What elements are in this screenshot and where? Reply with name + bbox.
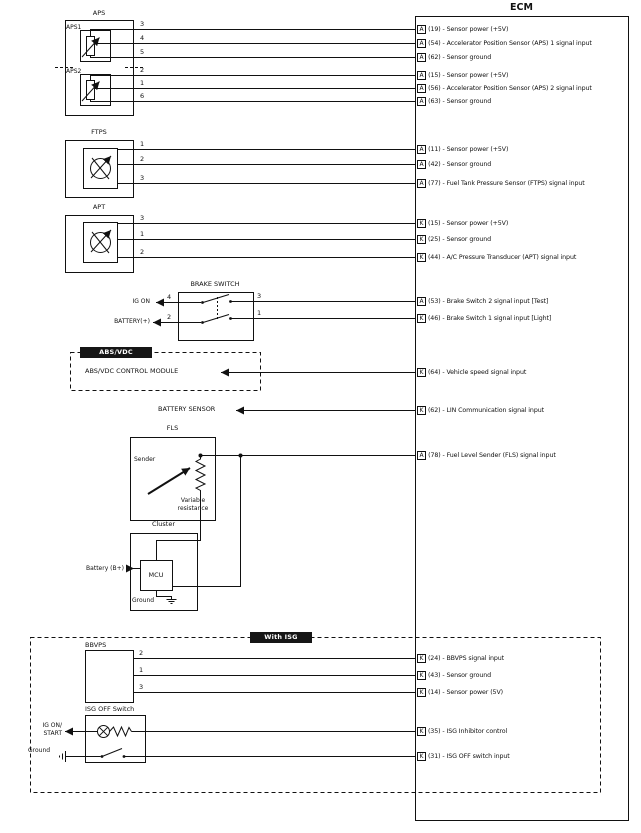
pin-number: 2 [139, 649, 144, 657]
pin-description: (15) - Sensor power (+5V) [428, 71, 509, 79]
connector-id: K [417, 253, 426, 262]
junction-dot [199, 454, 203, 458]
pin-number: 3 [140, 174, 145, 182]
pin-description: (14) - Sensor power (5V) [427, 688, 504, 696]
connector-id: A [417, 39, 426, 48]
pin-description: (44) - A/C Pressure Transducer (APT) signal input [427, 253, 577, 261]
ftps-label: FTPS [91, 128, 107, 136]
ecm-pin-row [417, 83, 592, 93]
ecm-pin-row [417, 24, 508, 34]
connector-id: A [417, 179, 426, 188]
battery-plus-label: BATTERY(+) [114, 318, 150, 325]
ecm-pin-row [417, 70, 508, 80]
ecm-pin-row [417, 144, 508, 154]
pin-description: (35) - ISG Inhibitor control [427, 727, 508, 735]
apt-label: APT [92, 203, 106, 211]
pin-number: 3 [140, 20, 145, 28]
pin-description: (46) - Brake Switch 1 signal input [Light] [427, 314, 552, 322]
pin-description: (78) - Fuel Level Sender (FLS) signal input [428, 451, 556, 459]
ig-on-start-label: START [43, 730, 62, 737]
ecm-pin-row [417, 159, 491, 169]
brake-switch-arm [203, 295, 229, 303]
bbvps-label: BBVPS [85, 641, 107, 649]
connector-id: A [417, 53, 426, 62]
cluster-label: Cluster [151, 520, 176, 528]
abs-vdc-header: ABS/VDC [80, 347, 152, 358]
ecm-pin-row [417, 178, 585, 188]
connector-id: A [417, 145, 426, 154]
pin-description: (62) - Sensor ground [428, 53, 492, 61]
cluster-ground-label: Ground [132, 597, 155, 604]
connector-id: K [417, 368, 426, 377]
connector-id: A [417, 71, 426, 80]
connector-id: A [417, 97, 426, 106]
ecm-pin-row [417, 726, 507, 736]
connector-id: K [417, 314, 426, 323]
connector-id: A [417, 297, 426, 306]
pin-description: (62) - LIN Communication signal input [427, 406, 544, 414]
pin-description: (43) - Sensor ground [427, 671, 492, 679]
cluster-battery-label: Battery (B+) [86, 565, 124, 572]
ecm-pin-row [417, 751, 510, 761]
pin-number: 3 [257, 292, 262, 300]
ig-on-label: IG ON [132, 298, 150, 305]
isg-off-switch-label: ISG OFF Switch [85, 705, 135, 713]
with-isg-header: With ISG [250, 632, 312, 643]
connector-id: K [417, 752, 426, 761]
fls-sender-arrow-icon [148, 468, 190, 494]
pin-description: (11) - Sensor power (+5V) [428, 145, 509, 153]
pin-description: (54) - Accelerator Position Sensor (APS) 1 signal input [428, 39, 592, 47]
fls-resistor-icon [196, 456, 205, 496]
isg-ground-label: Ground [28, 747, 51, 754]
ecm-pin-row [417, 450, 556, 460]
connector-id: A [417, 84, 426, 93]
pin-number: 4 [167, 293, 172, 301]
pin-number: 2 [167, 313, 172, 321]
ecm-pin-row [417, 38, 592, 48]
junction-dot [239, 454, 243, 458]
brake-switch-label: BRAKE SWITCH [190, 280, 240, 288]
ecm-pin-row [417, 670, 491, 680]
aps2-wiper-arrow-icon [82, 82, 100, 102]
component-symbols [65, 38, 416, 758]
pin-number: 2 [140, 155, 145, 163]
pin-number: 2 [140, 66, 145, 74]
brake-switch-arm [203, 315, 229, 323]
pin-number: 3 [140, 214, 145, 222]
sender-label: Sender [134, 456, 156, 463]
pin-description: (77) - Fuel Tank Pressure Sensor (FTPS) signal input [428, 179, 585, 187]
aps-label: APS [92, 9, 106, 17]
ecm-pin-row [417, 218, 508, 228]
ig-on-start-label: IG ON/ [42, 722, 62, 729]
pin-number: 5 [140, 48, 145, 56]
pin-description: (63) - Sensor ground [428, 97, 492, 105]
variable-resistance-label: Variable [180, 497, 206, 504]
pin-number: 1 [140, 140, 145, 148]
aps2-label: APS2 [66, 68, 82, 75]
pin-description: (53) - Brake Switch 2 signal input [Test] [428, 297, 549, 305]
ecm-pin-row [417, 653, 504, 663]
pin-description: (31) - ISG OFF switch input [427, 752, 510, 760]
battery-sensor-label: BATTERY SENSOR [158, 405, 216, 413]
connector-id: A [417, 451, 426, 460]
isg-resistor-icon [110, 727, 132, 736]
aps1-wiper-arrow-icon [82, 38, 100, 58]
ecm-pin-row [417, 313, 551, 323]
pin-number: 4 [140, 34, 145, 42]
connector-id: K [417, 235, 426, 244]
ecm-pin-row [417, 367, 526, 377]
pin-number: 2 [140, 248, 145, 256]
abs-vdc-module-label: ABS/VDC CONTROL MODULE [85, 367, 179, 375]
pin-number: 1 [257, 309, 262, 317]
pin-description: (24) - BBVPS signal input [427, 654, 505, 662]
pin-number: 1 [140, 230, 145, 238]
ecm-pin-row [417, 405, 544, 415]
connector-id: K [417, 727, 426, 736]
pin-description: (42) - Sensor ground [428, 160, 492, 168]
variable-resistance-label: resistance [177, 505, 209, 512]
pin-description: (64) - Vehicle speed signal input [427, 368, 527, 376]
connector-id: A [417, 25, 426, 34]
pin-description: (19) - Sensor power (+5V) [428, 25, 509, 33]
mcu-label: MCU [148, 571, 164, 579]
connector-id: K [417, 671, 426, 680]
pin-description: (25) - Sensor ground [427, 235, 492, 243]
pin-number: 3 [139, 683, 144, 691]
dashed-boxes [31, 68, 601, 793]
connector-id: K [417, 654, 426, 663]
aps1-label: APS1 [66, 24, 82, 31]
ecm-pin-row [417, 96, 491, 106]
fls-label: FLS [166, 424, 179, 432]
ecm-pin-row [417, 687, 503, 697]
ecm-pin-row [417, 252, 576, 262]
pin-description: (56) - Accelerator Position Sensor (APS) 2 signal input [428, 84, 592, 92]
connector-id: A [417, 160, 426, 169]
ecm-box [416, 17, 629, 821]
pin-number: 6 [140, 92, 145, 100]
ecm-title: ECM [510, 2, 533, 13]
ecm-pin-row [417, 52, 491, 62]
pin-number: 1 [140, 79, 145, 87]
wires-and-boxes [60, 17, 629, 821]
ecm-pin-row [417, 234, 491, 244]
connector-id: K [417, 688, 426, 697]
pin-number: 1 [139, 666, 144, 674]
connector-id: K [417, 219, 426, 228]
ecm-pin-row [417, 296, 548, 306]
connector-id: K [417, 406, 426, 415]
pin-description: (15) - Sensor power (+5V) [427, 219, 509, 227]
isg-switch-arm [102, 749, 122, 757]
